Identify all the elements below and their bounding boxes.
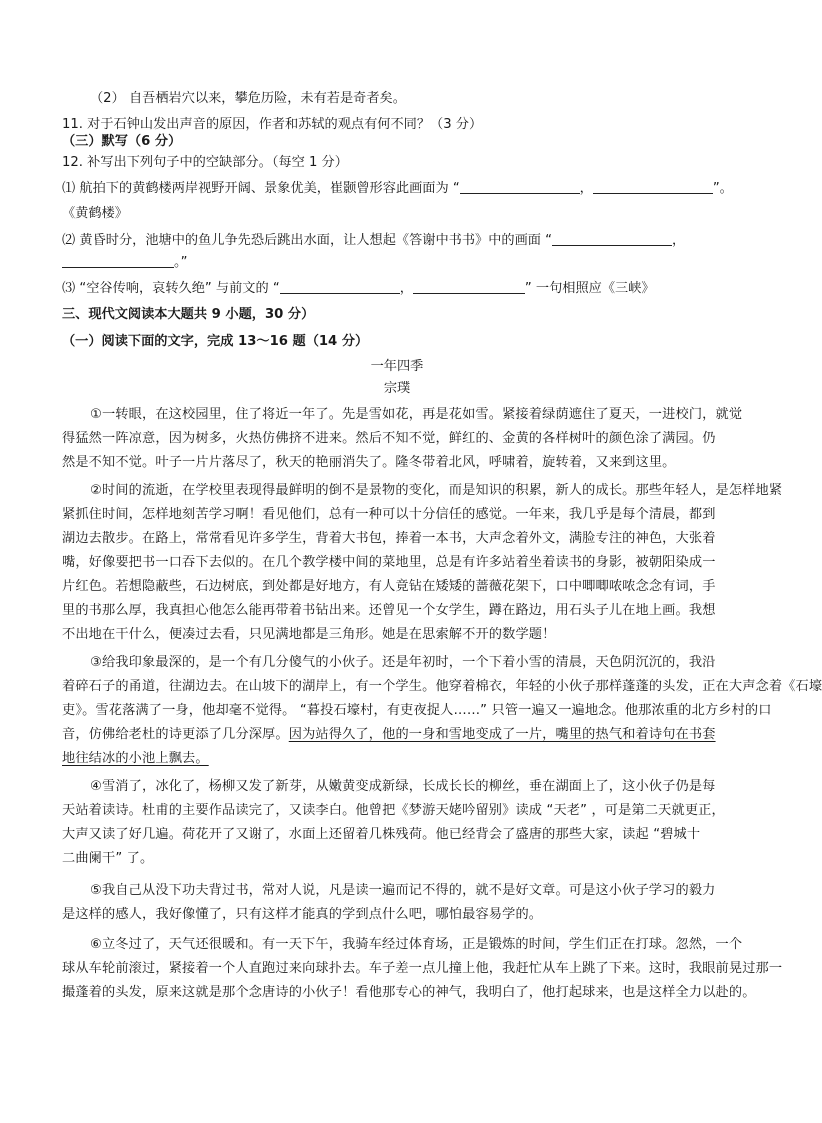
paragraph-line: ②时间的流逝，在学校里表现得最鲜明的倒不是景物的变化，而是知识的积累，新人的成长。那些年轻人，是怎样地紧 <box>90 483 783 498</box>
paragraph-line: 是这样的感人，我好像懂了，只有这样才能真的学到点什么吧，哪怕最容易学的。 <box>62 907 543 922</box>
answer-blank[interactable] <box>413 279 525 294</box>
article-author: 宗璞 <box>383 381 411 396</box>
q12-1-prefix: ⑴ 航拍下的黄鹤楼两岸视野开阔、景象优美，崔颢曾形容此画面为 “ <box>62 181 460 196</box>
q12-item-1-source: 《黄鹤楼》 <box>62 206 128 221</box>
q10-item-2: （2） 自吾栖岩穴以来，攀危历险，未有若是奇者矣。 <box>90 91 406 106</box>
q12-2-prefix: ⑵ 黄昏时分，池塘中的鱼儿争先恐后跳出水面，让人想起《答谢中书书》中的画面 “ <box>62 233 552 248</box>
paragraph-line: 吏》。雪花落满了一身，他却毫不觉得。 “暮投石壕村，有吏夜捉人……” 只管一遍又一遍地念。他那浓重的北方乡村的口 <box>62 703 772 718</box>
paragraph-line: 球从车轮前滚过，紧接着一个人直跑过来向球扑去。车子差一点儿撞上他，我赶忙从车上跳了下来。这时，我眼前晃过那一 <box>62 961 783 976</box>
answer-blank[interactable] <box>552 231 672 246</box>
paragraph-line: 天站着读诗。杜甫的主要作品读完了，又读李白。他曾把《梦游天姥吟留别》读成 “天老” ，可是第二天就更正， <box>62 803 725 818</box>
paragraph-line: 紧抓住时间，怎样地刻苦学习啊！看见他们，总有一种可以十分信任的感觉。一年来，我几乎是每个清晨，都到 <box>62 507 716 522</box>
paragraph-line: 嘴，好像要把书一口吞下去似的。在几个教学楼中间的菜地里，总是有许多站着坐着读书的身影，被朝阳染成一 <box>62 555 716 570</box>
paragraph-line: 音，仿佛给老杜的诗更添了几分深厚。因为站得久了，他的一身和雪地变成了一片，嘴里的热气和着诗句在书套 <box>62 727 716 742</box>
paragraph-line: ⑤我自己从没下功夫背过书，常对人说，凡是读一遍而记不得的，就不是好文章。可是这小伙子学习的毅力 <box>90 883 716 898</box>
q12-3-prefix: ⑶ “空谷传响，哀转久绝” 与前文的 “ <box>62 281 280 296</box>
underlined-sentence-end: 地往结冰的小池上飘去。 <box>62 751 209 766</box>
question-11: 11. 对于石钟山发出声音的原因，作者和苏轼的观点有何不同？（3 分） <box>62 117 483 132</box>
paragraph-line: 得猛然一阵凉意，因为树多，火热仿佛挤不进来。然后不知不觉，鲜红的、金黄的各样树叶的颜色涂了满园。仍 <box>62 431 716 446</box>
q12-item-1: ⑴ 航拍下的黄鹤楼两岸视野开阔、景象优美，崔颢曾形容此画面为 “ ， ”。 <box>62 181 733 196</box>
part-3-heading: 三、现代文阅读本大题共 9 小题，30 分） <box>62 307 315 322</box>
paragraph-line: ③给我印象最深的，是一个有几分傻气的小伙子。还是年初时，一个下着小雪的清晨，天色阴沉沉的，我沿 <box>90 655 716 670</box>
paragraph-line: 大声又读了好几遍。荷花开了又谢了，水面上还留着几株残荷。他已经背会了盛唐的那些大家，读起 “碧城十 <box>62 827 701 842</box>
answer-blank[interactable] <box>593 179 713 194</box>
paragraph-line: 着碎石子的甬道，往湖边去。在山坡下的湖岸上，有一个学生。他穿着棉衣，年轻的小伙子那样蓬蓬的头发，正在大声念着《石壕 <box>62 679 822 694</box>
q12-item-3: ⑶ “空谷传响，哀转久绝” 与前文的 “ ， ” 一句相照应《三峡》 <box>62 281 655 296</box>
answer-blank[interactable] <box>62 253 174 268</box>
paragraph-line: ⑥立冬过了，天气还很暖和。有一天下午，我骑车经过体育场，正是锻炼的时间，学生们正在打球。忽然，一个 <box>90 937 743 952</box>
underlined-sentence: 因为站得久了，他的一身和雪地变成了一片，嘴里的热气和着诗句在书套 <box>288 727 716 742</box>
article-title: 一年四季 <box>370 359 424 374</box>
answer-blank[interactable] <box>460 179 580 194</box>
subsection-1-heading: （一）阅读下面的文字，完成 13～16 题（14 分） <box>62 334 369 349</box>
paragraph-line: 然是不知不觉。叶子一片片落尽了，秋天的艳丽消失了。隆冬带着北风，呼啸着，旋转着，又来到这里。 <box>62 455 676 470</box>
paragraph-line: 湖边去散步。在路上，常常看见许多学生，背着大书包，捧着一本书，大声念着外文，满脸专注的神色，大张着 <box>62 531 716 546</box>
paragraph-line: 里的书那么厚，我真担心他怎么能再带着书钻出来。还曾见一个女学生，蹲在路边，用石头子儿在地上画。我想 <box>62 603 716 618</box>
paragraph-line: 二曲阑干” 了。 <box>62 851 154 866</box>
paragraph-line: 不出地在干什么，便凑过去看，只见满地都是三角形。她是在思索解不开的数学题！ <box>62 627 556 642</box>
q12-item-2-cont: 。” <box>62 252 742 274</box>
paragraph-line: ④雪消了，冰化了，杨柳又发了新芽，从嫩黄变成新绿，长成长长的柳丝，垂在湖面上了，这小伙子仍是每 <box>90 779 716 794</box>
answer-blank[interactable] <box>280 279 400 294</box>
paragraph-line: 撮蓬着的头发，原来这就是那个念唐诗的小伙子！看他那专心的神气，我明白了，他打起球来，也是这样全力以赴的。 <box>62 985 756 1000</box>
paragraph-line: 片红色。若想隐蔽些，石边树底，到处都是好地方，有人竟钻在矮矮的蔷薇花架下，口中唧唧哝哝念念有词，手 <box>62 579 716 594</box>
q12-item-2: ⑵ 黄昏时分，池塘中的鱼儿争先恐后跳出水面，让人想起《答谢中书书》中的画面 “ ， <box>62 233 686 248</box>
paragraph-line: ①一转眼，在这校园里，住了将近一年了。先是雪如花，再是花如雪。紧接着绿荫遮住了夏天，一进校门，就觉 <box>90 407 743 422</box>
section-3-heading: （三）默写（6 分） <box>62 134 182 149</box>
question-12: 12. 补写出下列句子中的空缺部分。（每空 1 分） <box>62 155 348 170</box>
